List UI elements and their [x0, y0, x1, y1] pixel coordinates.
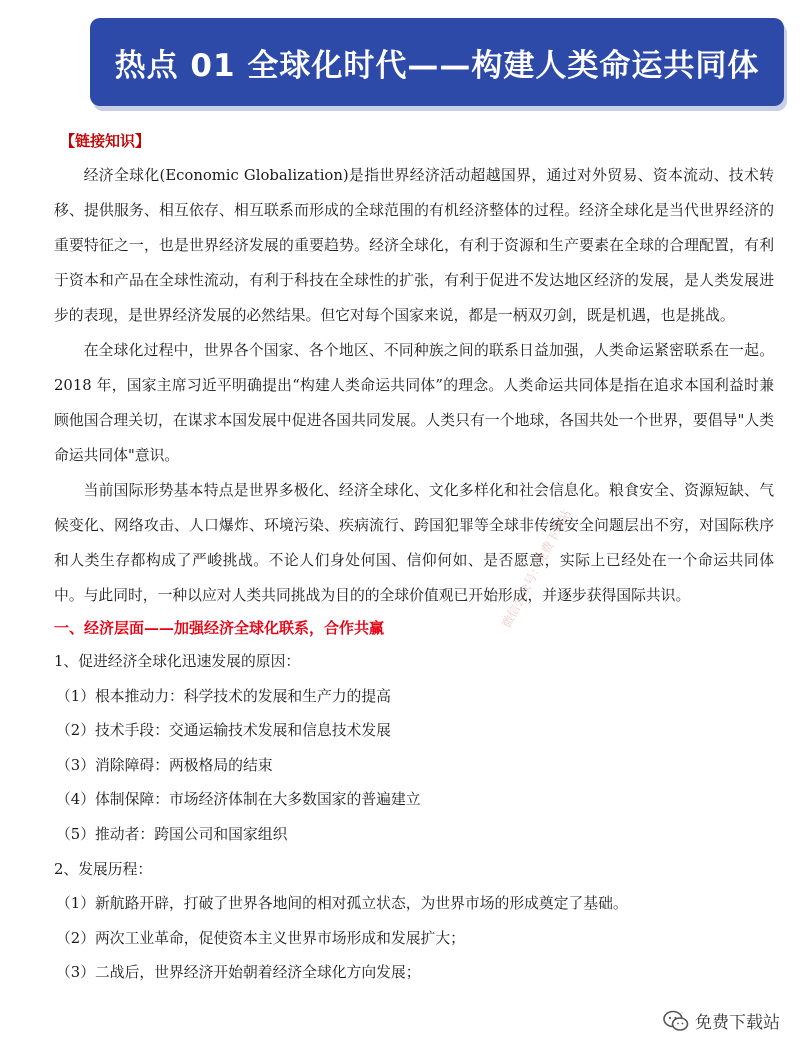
- question-reasons: 1、促进经济全球化迅速发展的原因：: [54, 653, 301, 670]
- section-heading-economy: 一、经济层面——加强经济全球化联系，合作共赢: [54, 619, 385, 637]
- reason-item: （3）消除障碍：两极格局的结束: [56, 756, 273, 774]
- paragraph-1: 经济全球化(Economic Globalization)是指世界经济活动超越国界，通过对外贸易、资本流动、技术转移、提供服务、相互依存、相互联系而形成的全球范围的有机经济整体的过程。经济全球化是当代世界经济的重要特征之一，也是世界经济发展的重要趋势。经济全球化，有利于资源和生产要素在全球的合理配置，有利于资本和产品在全球性流动，有利于科技在全球性的扩张，有利于促进不发达地区经济的发展，是人类发展进步的表现，是世界经济发展的必然结果。但它对每个国家来说，都是一柄双刃剑，既是机遇，也是挑战。: [54, 167, 774, 324]
- watermark-text: 微信公众号：免费下载站: [499, 507, 574, 631]
- reason-item: （2）技术手段：交通运输技术发展和信息技术发展: [56, 722, 391, 740]
- reason-item: （4）体制保障：市场经济体制在大多数国家的普遍建立: [56, 791, 421, 809]
- reason-item: （5）推动者：跨国公司和国家组织: [56, 825, 288, 843]
- footer-label: 免费下载站: [695, 1013, 780, 1033]
- paragraph-2: 在全球化过程中，世界各个国家、各个地区、不同种族之间的联系日益加强，人类命运紧密联系在一起。2018 年，国家主席习近平明确提出“构建人类命运共同体”的理念。人类命运共同体是指在追求本国利益时兼顾他国合理关切，在谋求本国发展中促进各国共同发展。人类只有一个地球，各国共处一个世界，要倡导"人类命运共同体"意识。: [54, 342, 774, 464]
- page-title: 热点 01 全球化时代——构建人类命运共同体: [114, 47, 760, 84]
- title-banner: [90, 18, 784, 106]
- reason-item: （1）根本推动力：科学技术的发展和生产力的提高: [56, 687, 391, 705]
- history-item: （3）二战后，世界经济开始朝着经济全球化方向发展；: [56, 964, 421, 982]
- wechat-icon: [663, 1010, 689, 1032]
- footer-watermark: [663, 1008, 780, 1033]
- question-history: 2、发展历程：: [54, 860, 153, 878]
- paragraph-3: 当前国际形势基本特点是世界多极化、经济全球化、文化多样化和社会信息化。粮食安全、资源短缺、气候变化、网络攻击、人口爆炸、环境污染、疾病流行、跨国犯罪等全球非传统安全问题层出不穷，对国际秩序和人类生存都构成了严峻挑战。不论人们身处何国、信仰何如、是否愿意，实际上已经处在一个命运共同体中。与此同时，一种以应对人类共同挑战为目的的全球价值观已开始形成，并逐步获得国际共识。: [54, 482, 774, 604]
- history-item: （2）两次工业革命，促使资本主义世界市场形成和发展扩大；: [56, 929, 465, 947]
- link-knowledge-label: 【链接知识】: [60, 132, 151, 150]
- document-body: [54, 128, 774, 991]
- history-item: （1）新航路开辟，打破了世界各地间的相对孤立状态，为世界市场的形成奠定了基础。: [56, 895, 628, 913]
